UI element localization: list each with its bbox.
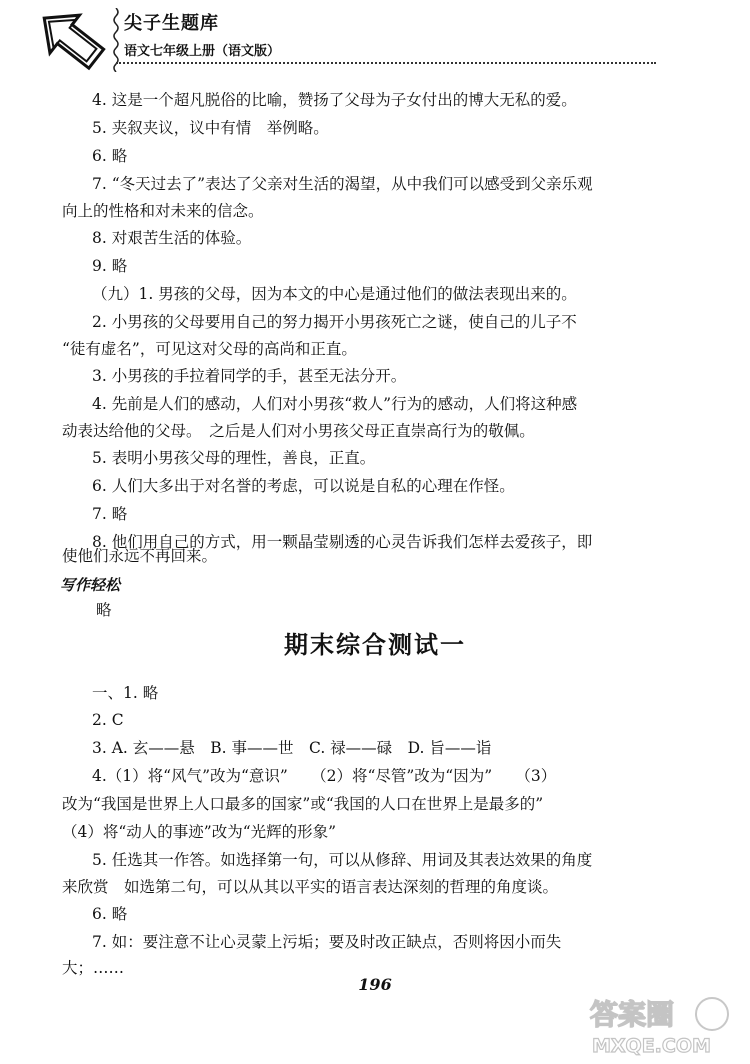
text-line: 8. 对艰苦生活的体验。 — [92, 229, 252, 247]
text-line: 6. 略 — [92, 147, 128, 165]
exam-title: 期末综合测试一 — [284, 631, 466, 659]
watermark-main: 答案圈 — [590, 998, 675, 1031]
watermark-url: MXQE.COM — [592, 1035, 711, 1057]
text-line: 2. 小男孩的父母要用自己的努力揭开小男孩死亡之谜，使自己的儿子不 — [92, 313, 577, 331]
text-line: 7. 略 — [92, 505, 128, 523]
text-line: 使他们永远不再回来。 — [62, 547, 218, 565]
text-line: 动表达给他的父母。 之后是人们对小男孩父母正直崇高行为的敬佩。 — [62, 422, 535, 440]
book-brand: 尖子生题库 — [124, 13, 219, 34]
text-line: 9. 略 — [92, 257, 128, 275]
text-line: 大；…… — [62, 959, 125, 977]
text-line: 4.（1）将“风气”改为“意识” （2）将“尽管”改为“因为” （3） — [92, 767, 557, 785]
section-body: 略 — [96, 601, 112, 619]
text-line: 5. 表明小男孩父母的理性，善良，正直。 — [92, 449, 376, 467]
text-line: 8. 他们用自己的方式，用一颗晶莹剔透的心灵告诉我们怎样去爱孩子，即 — [92, 533, 593, 551]
text-line: 7. “冬天过去了”表达了父亲对生活的渴望，从中我们可以感受到父亲乐观 — [92, 175, 593, 193]
text-line: 3. A. 玄——悬 B. 事——世 C. 禄——碌 D. 旨——诣 — [92, 739, 492, 757]
text-line: 一、1. 略 — [92, 684, 159, 702]
arrow-logo-icon — [32, 10, 108, 72]
section-heading: 写作轻松 — [60, 576, 121, 594]
text-line: 4. 这是一个超凡脱俗的比喻，赞扬了父母为子女付出的博大无私的爱。 — [92, 91, 577, 109]
text-line: 5. 夹叙夹议，议中有情 举例略。 — [92, 119, 329, 137]
text-line: （4）将“动人的事迹”改为“光辉的形象” — [62, 823, 337, 841]
book-subtitle: 语文七年级上册（语文版） — [124, 44, 281, 59]
text-line: 2. C — [92, 711, 124, 729]
text-line: 6. 人们大多出于对名誉的考虑，可以说是自私的心理在作怪。 — [92, 477, 515, 495]
text-line: 6. 略 — [92, 905, 128, 923]
text-line: 改为“我国是世界上人口最多的国家”或“我国的人口在世界上是最多的” — [62, 795, 544, 813]
text-line: 4. 先前是人们的感动，人们对小男孩“救人”行为的感动，人们将这种感 — [92, 395, 578, 413]
header-dotted-rule — [116, 62, 656, 64]
page-header — [0, 0, 750, 78]
page-number: 196 — [358, 975, 392, 994]
text-line: （九）1. 男孩的父母，因为本文的中心是通过他们的做法表现出来的。 — [92, 285, 577, 303]
text-line: 向上的性格和对未来的信念。 — [62, 202, 264, 220]
watermark-logo — [586, 992, 736, 1058]
text-line: “徒有虚名”，可见这对父母的高尚和正直。 — [62, 340, 357, 358]
text-line: 3. 小男孩的手拉着同学的手，甚至无法分开。 — [92, 367, 407, 385]
text-line: 来欣赏 如选第二句，可以从其以平实的语言表达深刻的哲理的角度谈。 — [62, 878, 559, 896]
text-line: 5. 任选其一作答。如选择第一句，可以从修辞、用词及其表达效果的角度 — [92, 851, 593, 869]
text-line: 7. 如：要注意不让心灵蒙上污垢；要及时改正缺点，否则将因小而失 — [92, 933, 562, 951]
